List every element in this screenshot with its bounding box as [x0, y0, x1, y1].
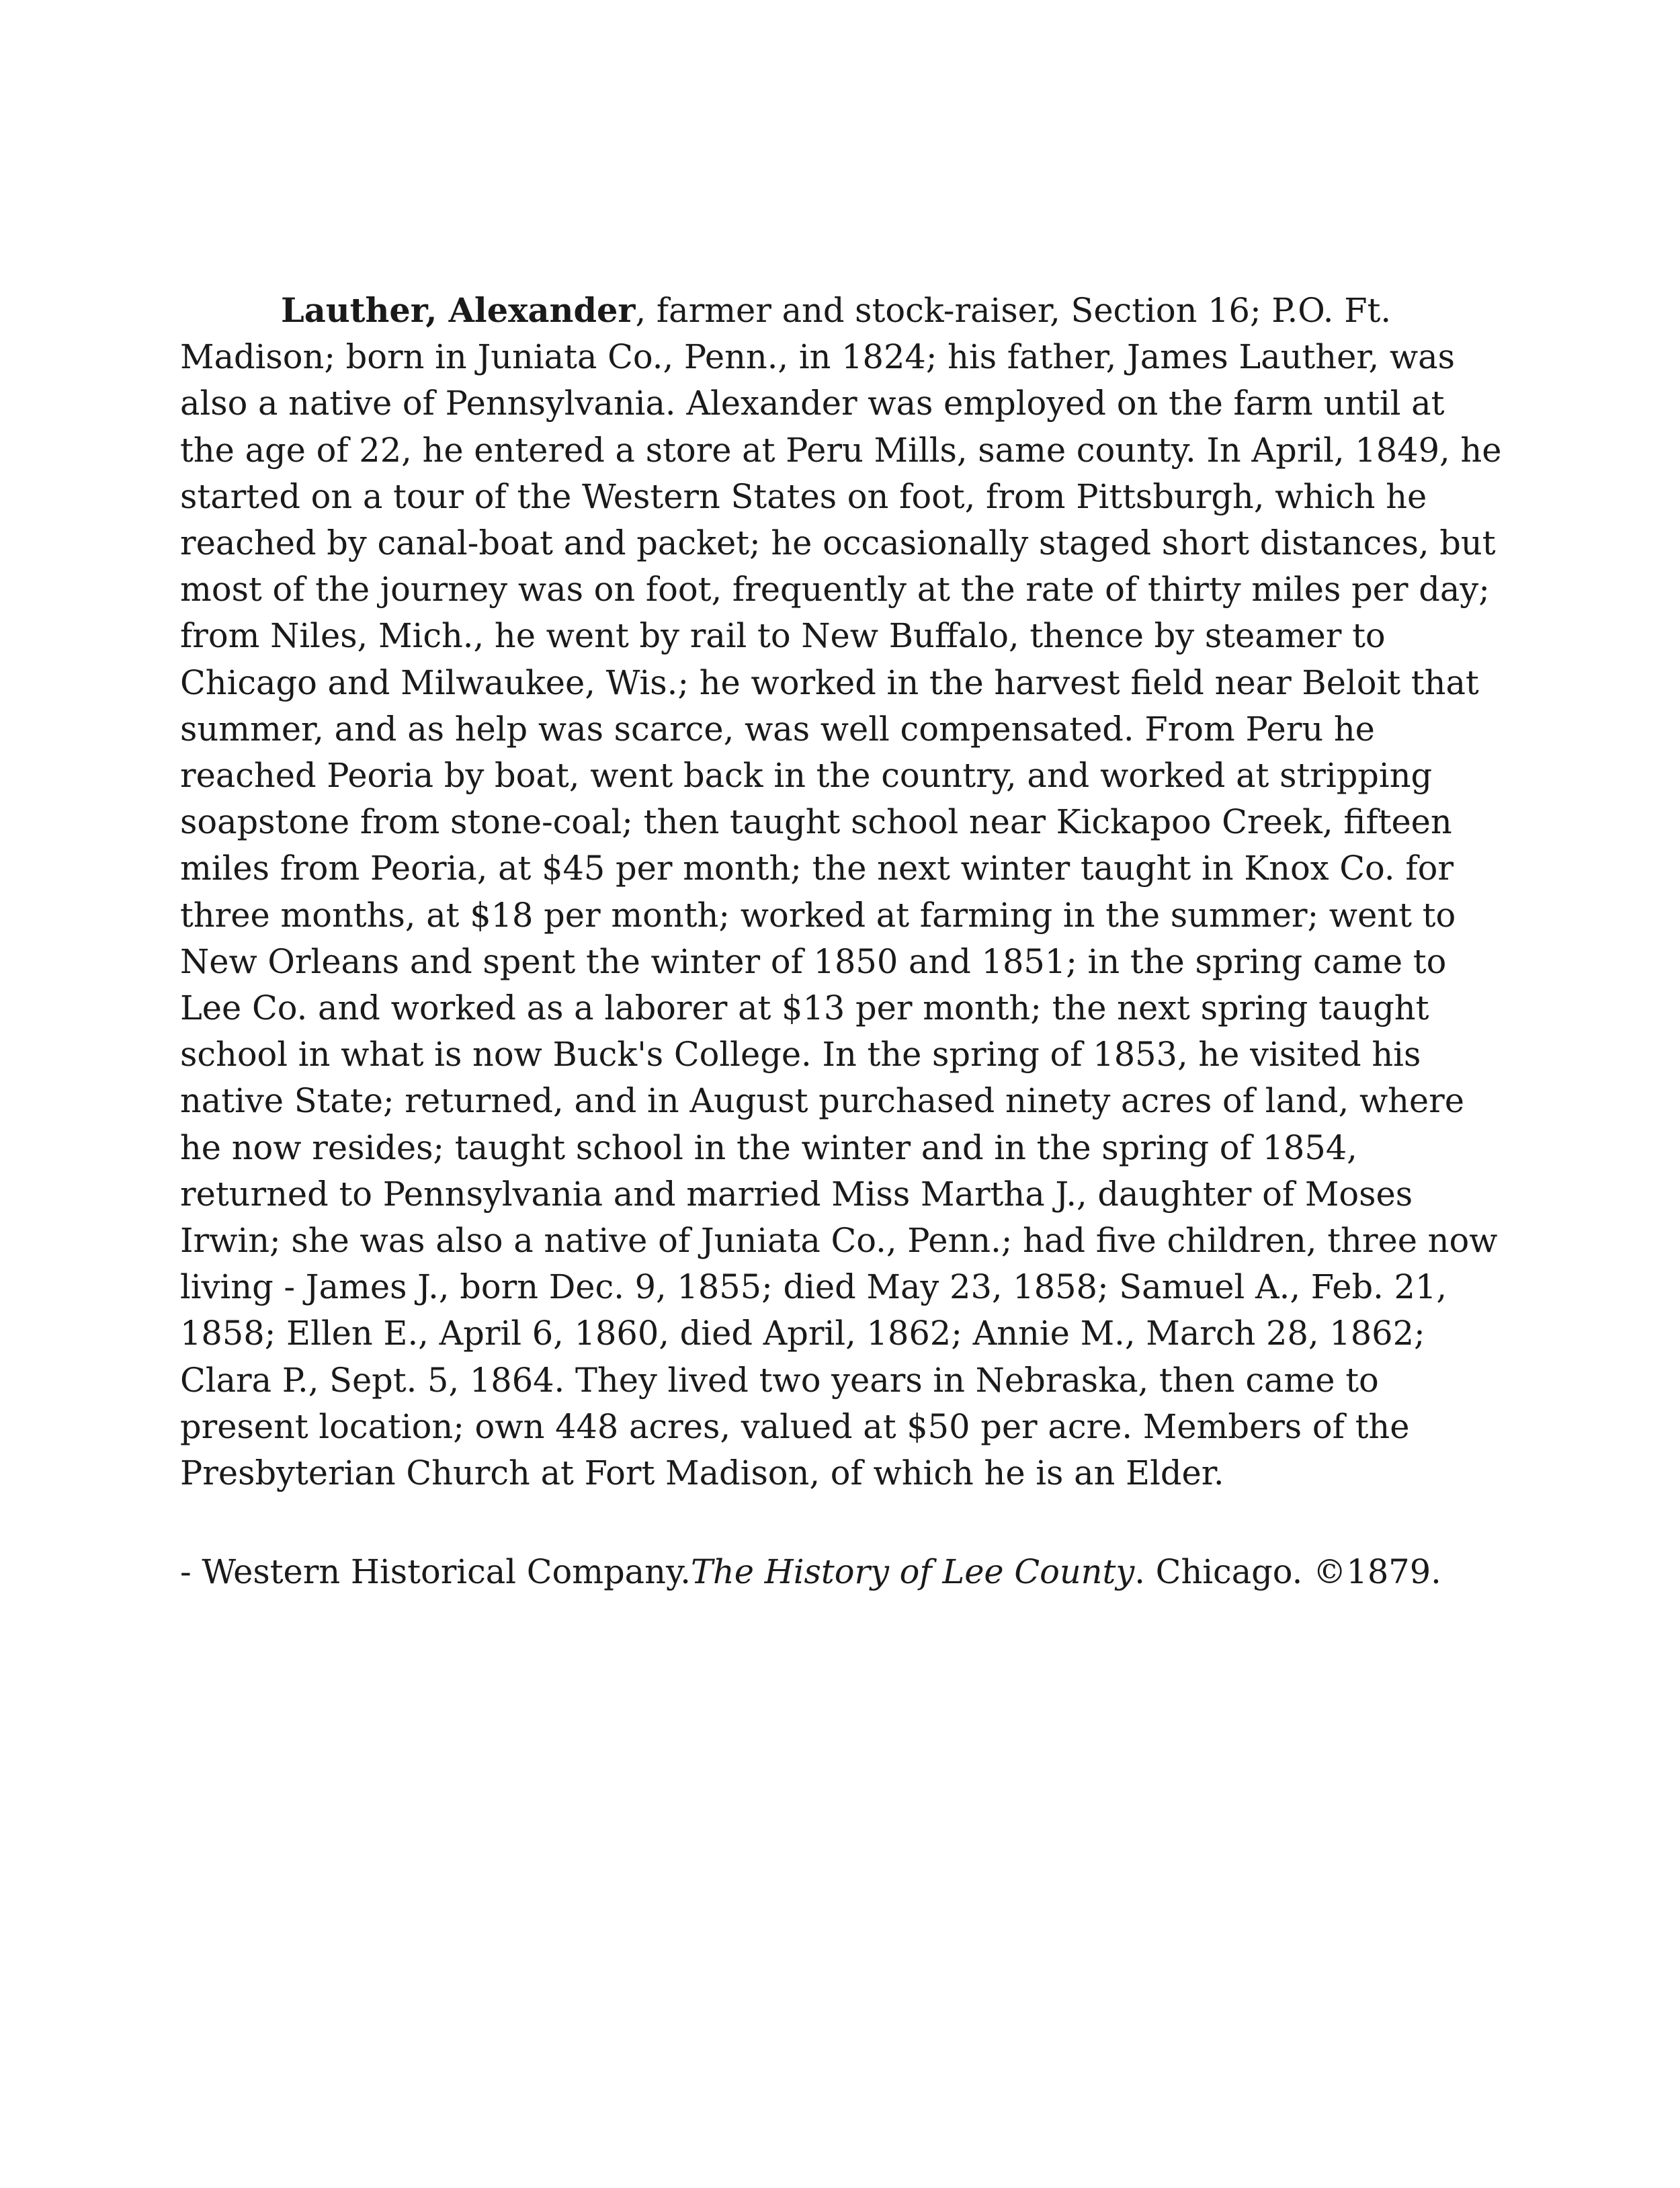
- citation-suffix: . Chicago. ©1879.: [1134, 1552, 1441, 1591]
- citation-prefix: - Western Historical Company.: [180, 1552, 691, 1591]
- biography-entry: [180, 288, 1507, 1497]
- source-citation: [180, 1549, 1507, 1595]
- citation-book-title: The History of Lee County: [690, 1552, 1135, 1591]
- entry-text: , farmer and stock-raiser, Section 16; P.O. Ft. Madison; born in Juniata Co., Penn., in 1824; his father, James Lauther, was also a native of Pennsylvania. Alexander was employed on the farm until at the age of 22, he entered a store at Peru Mills, same county. In April, 1849, he started on a tour of the Western States on foot, from Pittsburgh, which he reached by canal-boat and packet; he occasionally staged short distances, but most of the journey was on foot, frequently at the rate of thirty miles per day; from Niles, Mich., he went by rail to New Buffalo, thence by steamer to Chicago and Milwaukee, Wis.; he worked in the harvest field near Beloit that summer, and as help was scarce, was well compensated. From Peru he reached Peoria by boat, went back in the country, and worked at stripping soapstone from stone-coal; then taught school near Kickapoo Creek, fifteen miles from Peoria, at $45 per month; the next winter taught in Knox Co. for three months, at $18 per month; worked at farming in the summer; went to New Orleans and spent the winter of 1850 and 1851; in the spring came to Lee Co. and worked as a laborer at $13 per month; the next spring taught school in what is now Buck's College. In the spring of 1853, he visited his native State; returned, and in August purchased ninety acres of land, where he now resides; taught school in the winter and in the spring of 1854, returned to Pennsylvania and married Miss Martha J., daughter of Moses Irwin; she was also a native of Juniata Co., Penn.; had five children, three now living - James J., born Dec. 9, 1855; died May 23, 1858; Samuel A., Feb. 21, 1858; Ellen E., April 6, 1860, died April, 1862; Annie M., March 28, 1862; Clara P., Sept. 5, 1864. They lived two years in Nebraska, then came to present location; own 448 acres, valued at $50 per acre. Members of the Presbyterian Church at Fort Madison, of which he is an Elder.: [180, 291, 1502, 1493]
- entry-name: Lauther, Alexander: [281, 291, 636, 330]
